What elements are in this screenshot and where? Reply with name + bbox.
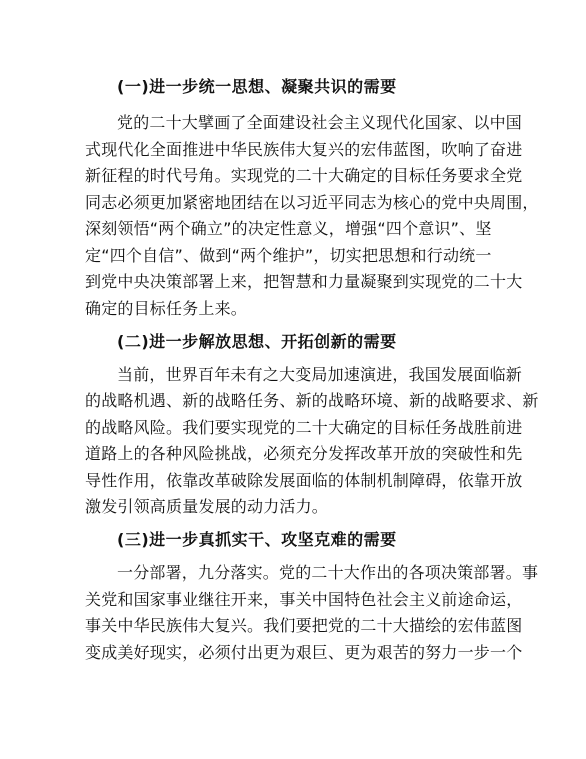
paragraph-line: 党的二十大擘画了全面建设社会主义现代化国家、以中国 bbox=[117, 113, 523, 132]
paragraph-line: 当前，世界百年未有之大变局加速演进，我国发展面临新 bbox=[117, 365, 523, 384]
paragraph-line: 定“四个自信”、做到“两个维护”，切实把思想和行动统一 bbox=[85, 246, 492, 265]
paragraph-line: 一分部署，九分落实。党的二十大作出的各项决策部署。事 bbox=[117, 563, 539, 582]
paragraph-line: 变成美好现实，必须付出更为艰巨、更为艰苦的努力一步一个 bbox=[85, 643, 523, 662]
paragraph-line: 式现代化全面推进中华民族伟大复兴的宏伟蓝图，吹响了奋进 bbox=[85, 140, 523, 159]
paragraph-line: 的战略风险。我们要实现党的二十大确定的目标任务战胜前进 bbox=[85, 418, 523, 437]
paragraph-line: 深刻领悟“两个确立”的决定性意义，增强“四个意识”、坚 bbox=[85, 219, 492, 238]
paragraph-line: 事关中华民族伟大复兴。我们要把党的二十大描绘的宏伟蓝图 bbox=[85, 616, 523, 635]
paragraph-line: 到党中央决策部署上来，把智慧和力量凝聚到实现党的二十大 bbox=[85, 272, 523, 291]
section-heading: (三)进一步真抓实干、攻坚克难的需要 bbox=[117, 530, 397, 549]
paragraph-line: 道路上的各种风险挑战，必须充分发挥改革开放的突破性和先 bbox=[85, 444, 523, 463]
section-heading: (一)进一步统一思想、凝聚共识的需要 bbox=[117, 77, 397, 96]
paragraph-line: 同志必须更加紧密地团结在以习近平同志为核心的党中央周围， bbox=[85, 193, 539, 212]
section-heading: (二)进一步解放思想、开拓创新的需要 bbox=[117, 332, 397, 351]
paragraph-line: 的战略机遇、新的战略任务、新的战略环境、新的战略要求、新 bbox=[85, 391, 539, 410]
paragraph-line: 确定的目标任务上来。 bbox=[85, 299, 248, 318]
paragraph-line: 关党和国家事业继往开来，事关中国特色社会主义前途命运， bbox=[85, 590, 523, 609]
paragraph-line: 导性作用，依靠改革破除发展面临的体制机制障碍，依靠开放 bbox=[85, 471, 523, 490]
paragraph-line: 新征程的时代号角。实现党的二十大确定的目标任务要求全党 bbox=[85, 166, 523, 185]
paragraph-line: 激发引领高质量发展的动力活力。 bbox=[85, 497, 329, 516]
